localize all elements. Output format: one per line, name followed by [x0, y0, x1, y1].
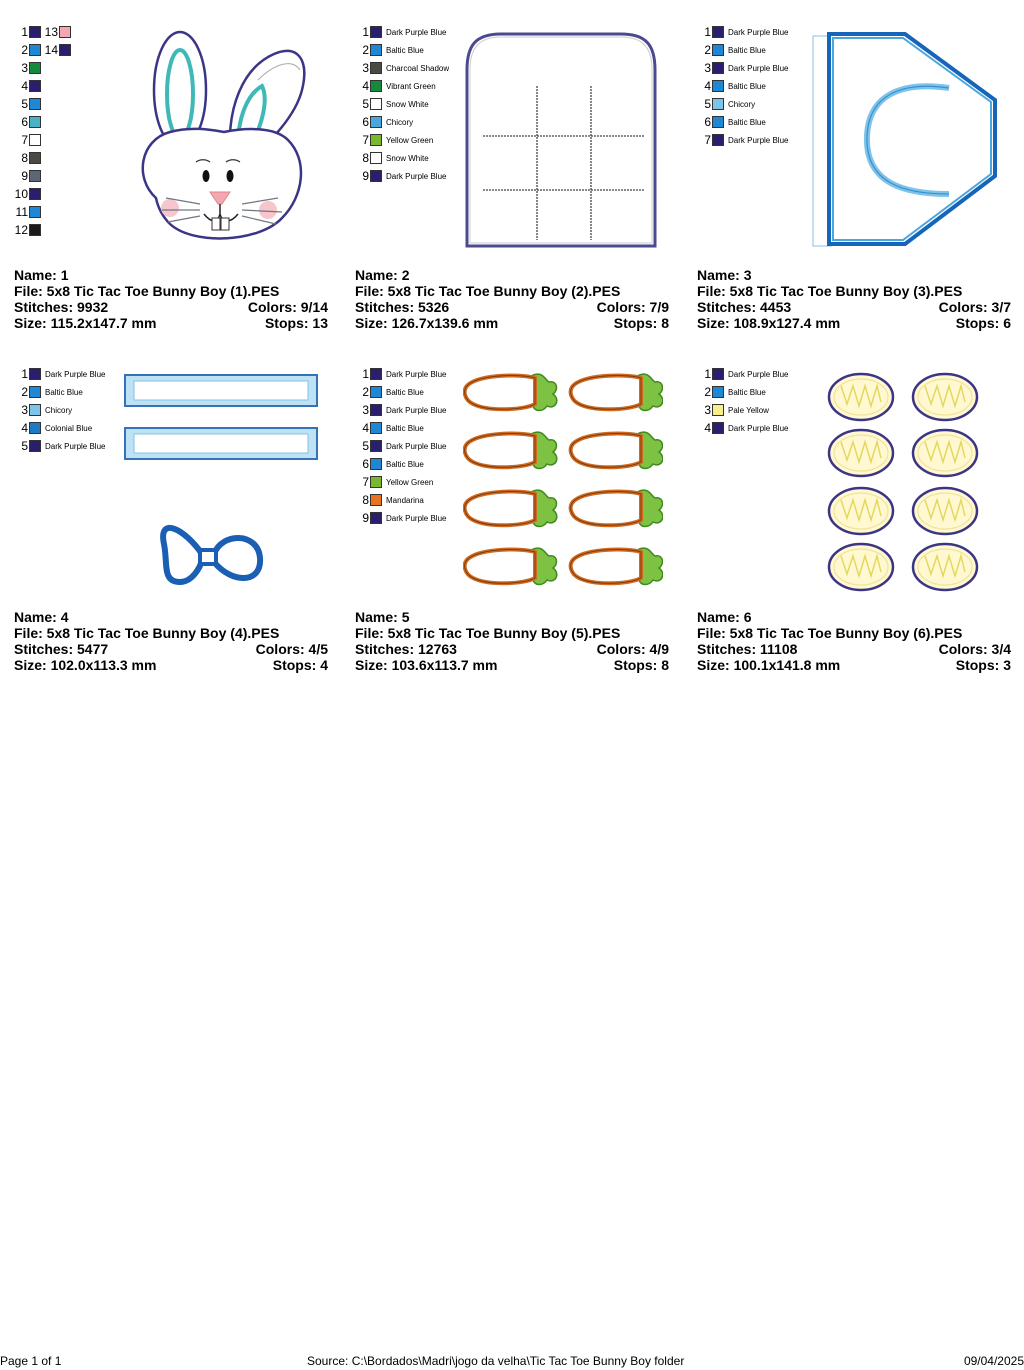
color-swatch: [370, 440, 382, 452]
color-swatch-row: [355, 78, 436, 94]
color-swatch-number: 4: [21, 79, 28, 93]
color-swatch-number: 1: [21, 25, 28, 39]
color-swatch: [59, 26, 71, 38]
color-swatch: [29, 422, 41, 434]
design-info: Name: 2 File: 5x8 Tic Tac Toe Bunny Boy (2).PES Stitches: 5326 Colors: 7/9 Size: 126.7x139.6 mm Stops: 8: [355, 267, 669, 331]
design-stitches: 4453: [760, 299, 792, 315]
design-stops: 4: [320, 657, 328, 673]
color-swatch-label: Dark Purple Blue: [386, 405, 447, 415]
color-swatch-label: Chicory: [728, 99, 756, 109]
color-swatch-label: Dark Purple Blue: [386, 27, 447, 37]
color-swatch: [29, 26, 41, 38]
color-swatch: [370, 458, 382, 470]
color-swatch: [712, 98, 724, 110]
color-swatch-row: [697, 402, 769, 418]
color-swatch: [370, 494, 382, 506]
color-swatch: [29, 98, 41, 110]
color-swatch-number: 2: [362, 385, 369, 399]
color-swatch-row: [14, 438, 105, 454]
color-swatch-label: Vibrant Green: [386, 81, 436, 91]
design-size: 126.7x139.6 mm: [391, 315, 499, 331]
color-swatch-row: [355, 474, 433, 490]
color-swatch-label: Charcoal Shadow: [386, 63, 450, 73]
color-swatch: [29, 44, 41, 56]
color-swatch-number: 5: [704, 97, 711, 111]
color-swatch-row: [355, 42, 424, 58]
color-swatch: [29, 440, 41, 452]
color-swatch-row: [355, 456, 424, 472]
color-swatch-number: 3: [704, 403, 711, 417]
color-swatch-label: Dark Purple Blue: [386, 369, 447, 379]
color-swatch: [29, 62, 41, 74]
color-swatch-row: [14, 24, 41, 40]
color-swatch: [29, 224, 41, 236]
color-swatch-number: 4: [704, 79, 711, 93]
color-swatch-row: [355, 96, 429, 112]
color-swatch: [29, 404, 41, 416]
color-swatch-row: [14, 96, 41, 112]
color-swatch-number: 3: [704, 61, 711, 75]
color-swatch: [370, 404, 382, 416]
color-swatch-label: Baltic Blue: [386, 423, 424, 433]
color-swatch: [712, 26, 724, 38]
color-swatch-row: [355, 402, 446, 418]
design-name: 2: [401, 267, 410, 283]
color-swatch-row: [44, 42, 71, 58]
color-swatch-label: Chicory: [386, 117, 414, 127]
color-swatch-number: 3: [362, 61, 369, 75]
design-card-3: [697, 24, 1024, 331]
color-swatch-label: Baltic Blue: [386, 459, 424, 469]
color-swatch: [370, 170, 382, 182]
color-swatch: [712, 44, 724, 56]
design-file: 5x8 Tic Tac Toe Bunny Boy (4).PES: [46, 625, 280, 641]
color-swatch-label: Chicory: [45, 405, 73, 415]
color-swatch-row: [355, 384, 424, 400]
design-card-2: [355, 24, 685, 331]
color-swatch: [29, 134, 41, 146]
source-path: Source: C:\Bordados\Madri\jogo da velha\Tic Tac Toe Bunny Boy folder: [307, 1354, 685, 1368]
color-swatch-label: Dark Purple Blue: [45, 369, 106, 379]
color-swatch-row: [697, 132, 788, 148]
design-file: 5x8 Tic Tac Toe Bunny Boy (1).PES: [46, 283, 280, 299]
color-swatch-label: Pale Yellow: [728, 405, 769, 415]
color-swatch-number: 6: [362, 115, 369, 129]
color-swatch-label: Baltic Blue: [728, 81, 766, 91]
color-swatch-number: 5: [362, 439, 369, 453]
design-name: 1: [60, 267, 69, 283]
color-swatch-row: [355, 168, 446, 184]
color-swatch: [370, 152, 382, 164]
print-date: 09/04/2025: [963, 1354, 1024, 1368]
color-swatch-number: 11: [15, 205, 28, 219]
design-colors: 3/4: [991, 641, 1011, 657]
color-swatch-row: [355, 24, 446, 40]
color-swatch: [370, 26, 382, 38]
color-swatch: [712, 116, 724, 128]
color-swatch-number: 1: [21, 367, 28, 381]
color-swatch-label: Snow White: [386, 153, 429, 163]
color-swatch: [29, 188, 41, 200]
color-swatch-label: Dark Purple Blue: [728, 63, 789, 73]
color-swatch-row: [355, 492, 424, 508]
color-swatch-number: 5: [21, 97, 28, 111]
color-swatch-row: [355, 510, 446, 526]
design-stitches: 5326: [418, 299, 450, 315]
color-swatch-label: Baltic Blue: [386, 387, 424, 397]
color-swatch-label: Colonial Blue: [45, 423, 93, 433]
color-swatch-number: 9: [21, 169, 28, 183]
design-stitches: 9932: [77, 299, 109, 315]
design-info: Name: 6 File: 5x8 Tic Tac Toe Bunny Boy (6).PES Stitches: 11108 Colors: 3/4 Size: 100.1x141.8 mm Stops: 3: [697, 609, 1011, 673]
design-stitches: 11108: [760, 641, 798, 657]
design-info: Name: 5 File: 5x8 Tic Tac Toe Bunny Boy (5).PES Stitches: 12763 Colors: 4/9 Size: 103.6x113.7 mm Stops: 8: [355, 609, 669, 673]
color-swatch-number: 4: [21, 421, 28, 435]
color-swatch-label: Dark Purple Blue: [728, 27, 789, 37]
color-swatch: [370, 422, 382, 434]
side-panel-preview: [809, 28, 999, 250]
color-swatch-number: 1: [362, 25, 369, 39]
color-swatch-number: 3: [21, 61, 28, 75]
color-swatch-row: [697, 384, 766, 400]
design-card-5: [355, 366, 685, 673]
color-swatch-label: Dark Purple Blue: [386, 513, 447, 523]
design-name: 6: [743, 609, 752, 625]
bars-and-bow-preview: [122, 372, 322, 592]
color-swatch-row: [44, 24, 71, 40]
color-swatch-number: 3: [21, 403, 28, 417]
color-swatch-number: 8: [362, 151, 369, 165]
color-swatch-label: Mandarina: [386, 495, 424, 505]
color-swatch-label: Dark Purple Blue: [728, 135, 789, 145]
color-swatch-row: [355, 150, 429, 166]
color-swatch: [29, 170, 41, 182]
color-swatch-row: [14, 420, 92, 436]
color-swatch-label: Dark Purple Blue: [386, 441, 447, 451]
color-swatch-number: 6: [704, 115, 711, 129]
color-swatch: [29, 116, 41, 128]
color-swatch-row: [355, 420, 424, 436]
color-swatch: [370, 44, 382, 56]
color-swatch-number: 13: [44, 25, 58, 39]
design-colors: 3/7: [991, 299, 1011, 315]
color-swatch-number: 6: [21, 115, 28, 129]
design-size: 115.2x147.7 mm: [50, 315, 157, 331]
color-swatch-number: 14: [44, 43, 58, 57]
color-swatch: [712, 368, 724, 380]
design-card-1: [14, 24, 344, 331]
design-size: 100.1x141.8 mm: [733, 657, 841, 673]
color-swatch: [370, 62, 382, 74]
color-swatch-label: Dark Purple Blue: [728, 369, 789, 379]
design-info: Name: 1 File: 5x8 Tic Tac Toe Bunny Boy (1).PES Stitches: 9932 Colors: 9/14 Size: 115.2x147.7 mm Stops: 13: [14, 267, 328, 331]
color-swatch-row: [14, 204, 41, 220]
design-file: 5x8 Tic Tac Toe Bunny Boy (5).PES: [387, 625, 621, 641]
color-swatch-row: [355, 438, 446, 454]
design-size: 103.6x113.7 mm: [391, 657, 498, 673]
color-swatch: [29, 368, 41, 380]
color-swatch-row: [14, 384, 83, 400]
design-colors: 9/14: [300, 299, 328, 315]
color-swatch-number: 9: [362, 511, 369, 525]
color-swatch: [370, 98, 382, 110]
color-swatch-label: Dark Purple Blue: [45, 441, 106, 451]
design-file: 5x8 Tic Tac Toe Bunny Boy (3).PES: [729, 283, 963, 299]
color-swatch: [712, 386, 724, 398]
color-swatch-row: [14, 42, 41, 58]
design-stops: 3: [1003, 657, 1011, 673]
color-swatch-row: [697, 78, 766, 94]
color-swatch-number: 1: [704, 25, 711, 39]
color-swatch-row: [697, 420, 788, 436]
color-swatch-row: [14, 186, 41, 202]
color-swatch-row: [14, 78, 41, 94]
color-swatch-label: Baltic Blue: [728, 45, 766, 55]
tic-tac-toe-board-preview: [461, 30, 661, 250]
color-swatch: [370, 512, 382, 524]
color-swatch-number: 1: [704, 367, 711, 381]
design-stops: 8: [661, 657, 669, 673]
color-swatch-label: Snow White: [386, 99, 429, 109]
color-swatch-number: 10: [14, 187, 28, 201]
bunny-head-preview: [134, 28, 314, 248]
design-stitches: 12763: [418, 641, 457, 657]
color-swatch-number: 2: [21, 385, 28, 399]
color-swatch-row: [14, 366, 105, 382]
design-colors: 4/9: [649, 641, 669, 657]
page-number: Page 1 of 1: [0, 1354, 62, 1368]
color-swatch-label: Baltic Blue: [45, 387, 83, 397]
color-swatch-label: Dark Purple Blue: [728, 423, 789, 433]
color-swatch-label: Baltic Blue: [728, 117, 766, 127]
color-swatch-number: 2: [21, 43, 28, 57]
color-swatch-row: [355, 114, 413, 130]
color-swatch: [712, 422, 724, 434]
color-swatch-number: 3: [362, 403, 369, 417]
color-swatch-label: Baltic Blue: [386, 45, 424, 55]
color-swatch-row: [697, 366, 788, 382]
color-swatch-row: [697, 60, 788, 76]
color-swatch-row: [355, 132, 433, 148]
color-swatch: [59, 44, 71, 56]
color-swatch-row: [697, 24, 788, 40]
design-size: 108.9x127.4 mm: [733, 315, 841, 331]
color-swatch-label: Yellow Green: [386, 135, 434, 145]
design-colors: 7/9: [649, 299, 669, 315]
color-swatch: [29, 206, 41, 218]
color-swatch-row: [697, 42, 766, 58]
color-swatch-label: Dark Purple Blue: [386, 171, 447, 181]
color-swatch-number: 6: [362, 457, 369, 471]
design-name: 3: [743, 267, 752, 283]
color-swatch-number: 7: [362, 133, 369, 147]
eggs-preview: [825, 370, 985, 594]
color-swatch-number: 1: [362, 367, 369, 381]
color-swatch-row: [355, 60, 449, 76]
color-swatch-row: [14, 222, 41, 238]
design-stitches: 5477: [77, 641, 109, 657]
color-swatch-label: Baltic Blue: [728, 387, 766, 397]
color-swatch-number: 4: [362, 79, 369, 93]
color-swatch: [712, 62, 724, 74]
design-size: 102.0x113.3 mm: [50, 657, 157, 673]
color-swatch-row: [14, 114, 41, 130]
color-swatch-row: [14, 132, 41, 148]
color-swatch-row: [697, 96, 755, 112]
color-swatch-label: Yellow Green: [386, 477, 434, 487]
color-swatch: [712, 80, 724, 92]
color-swatch-number: 5: [21, 439, 28, 453]
design-info: Name: 4 File: 5x8 Tic Tac Toe Bunny Boy (4).PES Stitches: 5477 Colors: 4/5 Size: 102.0x113.3 mm Stops: 4: [14, 609, 328, 673]
design-name: 5: [401, 609, 410, 625]
color-swatch: [370, 80, 382, 92]
design-card-4: [14, 366, 344, 673]
color-swatch-number: 5: [362, 97, 369, 111]
carrots-preview: [463, 370, 663, 594]
design-colors: 4/5: [308, 641, 328, 657]
color-swatch-number: 4: [362, 421, 369, 435]
color-swatch-number: 9: [362, 169, 369, 183]
design-card-6: [697, 366, 1024, 673]
color-swatch: [712, 134, 724, 146]
color-swatch-row: [14, 150, 41, 166]
color-swatch-row: [355, 366, 446, 382]
design-stops: 13: [312, 315, 328, 331]
color-swatch: [29, 152, 41, 164]
color-swatch-number: 8: [21, 151, 28, 165]
color-swatch-number: 8: [362, 493, 369, 507]
design-stops: 8: [661, 315, 669, 331]
color-swatch: [29, 386, 41, 398]
color-swatch-number: 2: [704, 385, 711, 399]
color-swatch: [712, 404, 724, 416]
color-swatch: [29, 80, 41, 92]
color-swatch-row: [14, 60, 41, 76]
color-swatch-number: 4: [704, 421, 711, 435]
color-swatch-number: 7: [21, 133, 28, 147]
design-stops: 6: [1003, 315, 1011, 331]
color-swatch-number: 2: [362, 43, 369, 57]
color-swatch: [370, 134, 382, 146]
color-swatch-number: 2: [704, 43, 711, 57]
color-swatch-row: [14, 402, 72, 418]
color-swatch: [370, 386, 382, 398]
color-swatch: [370, 368, 382, 380]
color-swatch-row: [697, 114, 766, 130]
design-name: 4: [60, 609, 69, 625]
color-swatch-number: 12: [14, 223, 28, 237]
color-swatch: [370, 116, 382, 128]
color-swatch: [370, 476, 382, 488]
design-info: Name: 3 File: 5x8 Tic Tac Toe Bunny Boy (3).PES Stitches: 4453 Colors: 3/7 Size: 108.9x127.4 mm Stops: 6: [697, 267, 1011, 331]
color-swatch-row: [14, 168, 41, 184]
color-swatch-number: 7: [362, 475, 369, 489]
design-file: 5x8 Tic Tac Toe Bunny Boy (6).PES: [729, 625, 963, 641]
design-file: 5x8 Tic Tac Toe Bunny Boy (2).PES: [387, 283, 621, 299]
color-swatch-number: 7: [704, 133, 711, 147]
